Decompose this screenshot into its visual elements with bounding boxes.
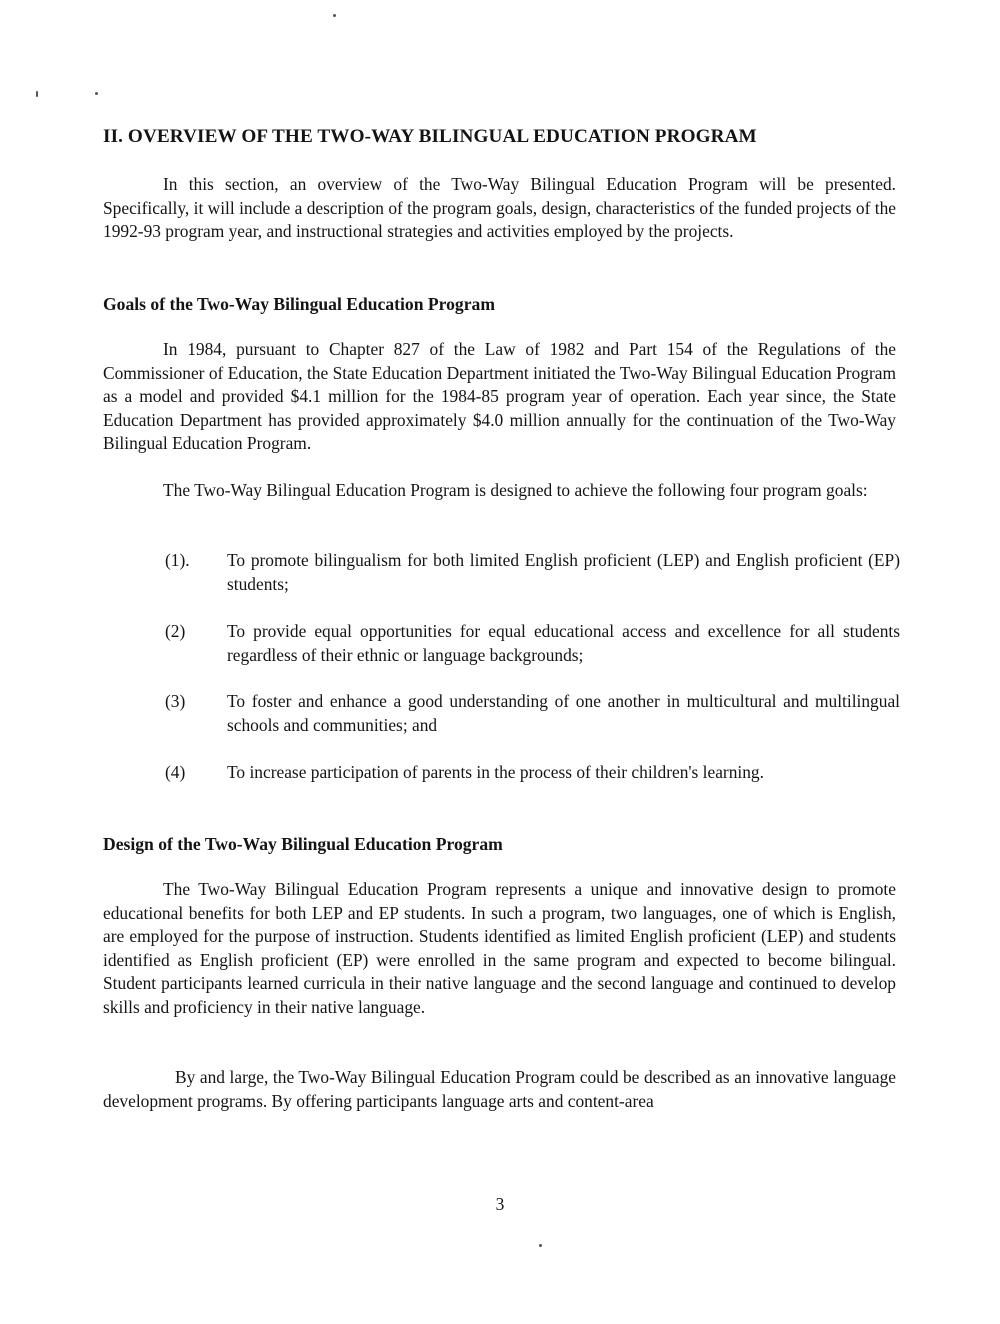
- goal-number: (3): [165, 691, 186, 711]
- section-title: II. OVERVIEW OF THE TWO-WAY BILINGUAL EDUCATION PROGRAM: [103, 126, 757, 147]
- design-paragraph-2: By and large, the Two-Way Bilingual Education Program could be described as an innovative language development programs. By offering participants language arts and content-area: [103, 1067, 896, 1111]
- page-number: 3: [495, 1194, 505, 1214]
- goal-text: To increase participation of parents in the process of their children's learning.: [227, 762, 764, 782]
- goal-number: (2): [165, 621, 186, 641]
- goals-paragraph-2: The Two-Way Bilingual Education Program is designed to achieve the following four program goals:: [163, 480, 868, 500]
- goal-text: To promote bilingualism for both limited English proficient (LEP) and English proficient (EP) students;: [227, 550, 900, 594]
- goal-item: [165, 549, 900, 596]
- scan-speck: [333, 14, 336, 17]
- scan-speck: [539, 1244, 542, 1247]
- goal-number: (1).: [165, 550, 190, 570]
- scan-speck: [95, 92, 98, 95]
- scan-speck: [36, 91, 38, 97]
- goal-text: To foster and enhance a good understanding of one another in multicultural and multilingual schools and communities; and: [227, 691, 900, 735]
- goals-paragraph-1: In 1984, pursuant to Chapter 827 of the Law of 1982 and Part 154 of the Regulations of the Commissioner of Education, the State Education Department initiated the Two-Way Bilingual Education Program as a model and provided $4.1 million for the 1984-85 program year of operation. Each year since, the State Education Department has provided approximately $4.0 million annually for the continuation of the Two-Way Bilingual Education Program.: [103, 339, 896, 454]
- design-heading: Design of the Two-Way Bilingual Education Program: [103, 834, 503, 854]
- goals-heading: Goals of the Two-Way Bilingual Education Program: [103, 294, 495, 314]
- goal-number: (4): [165, 762, 186, 782]
- goal-item: [165, 620, 900, 667]
- goal-item: [165, 761, 900, 785]
- goal-text: To provide equal opportunities for equal educational access and excellence for all students regardless of their ethnic or language backgrounds;: [227, 621, 900, 665]
- design-paragraph-1: The Two-Way Bilingual Education Program represents a unique and innovative design to promote educational benefits for both LEP and EP students. In such a program, two languages, one of which is English, are employed for the purpose of instruction. Students identified as limited English proficient (LEP) and students identified as English proficient (EP) were enrolled in the same program and expected to become bilingual. Student participants learned curricula in their native language and the second language and continued to develop skills and proficiency in their native language.: [103, 879, 896, 1017]
- intro-paragraph: In this section, an overview of the Two-Way Bilingual Education Program will be presented. Specifically, it will include a description of the program goals, design, characteristics of the funded projects of the 1992-93 program year, and instructional strategies and activities employed by the projects.: [103, 174, 896, 242]
- goal-item: [165, 690, 900, 737]
